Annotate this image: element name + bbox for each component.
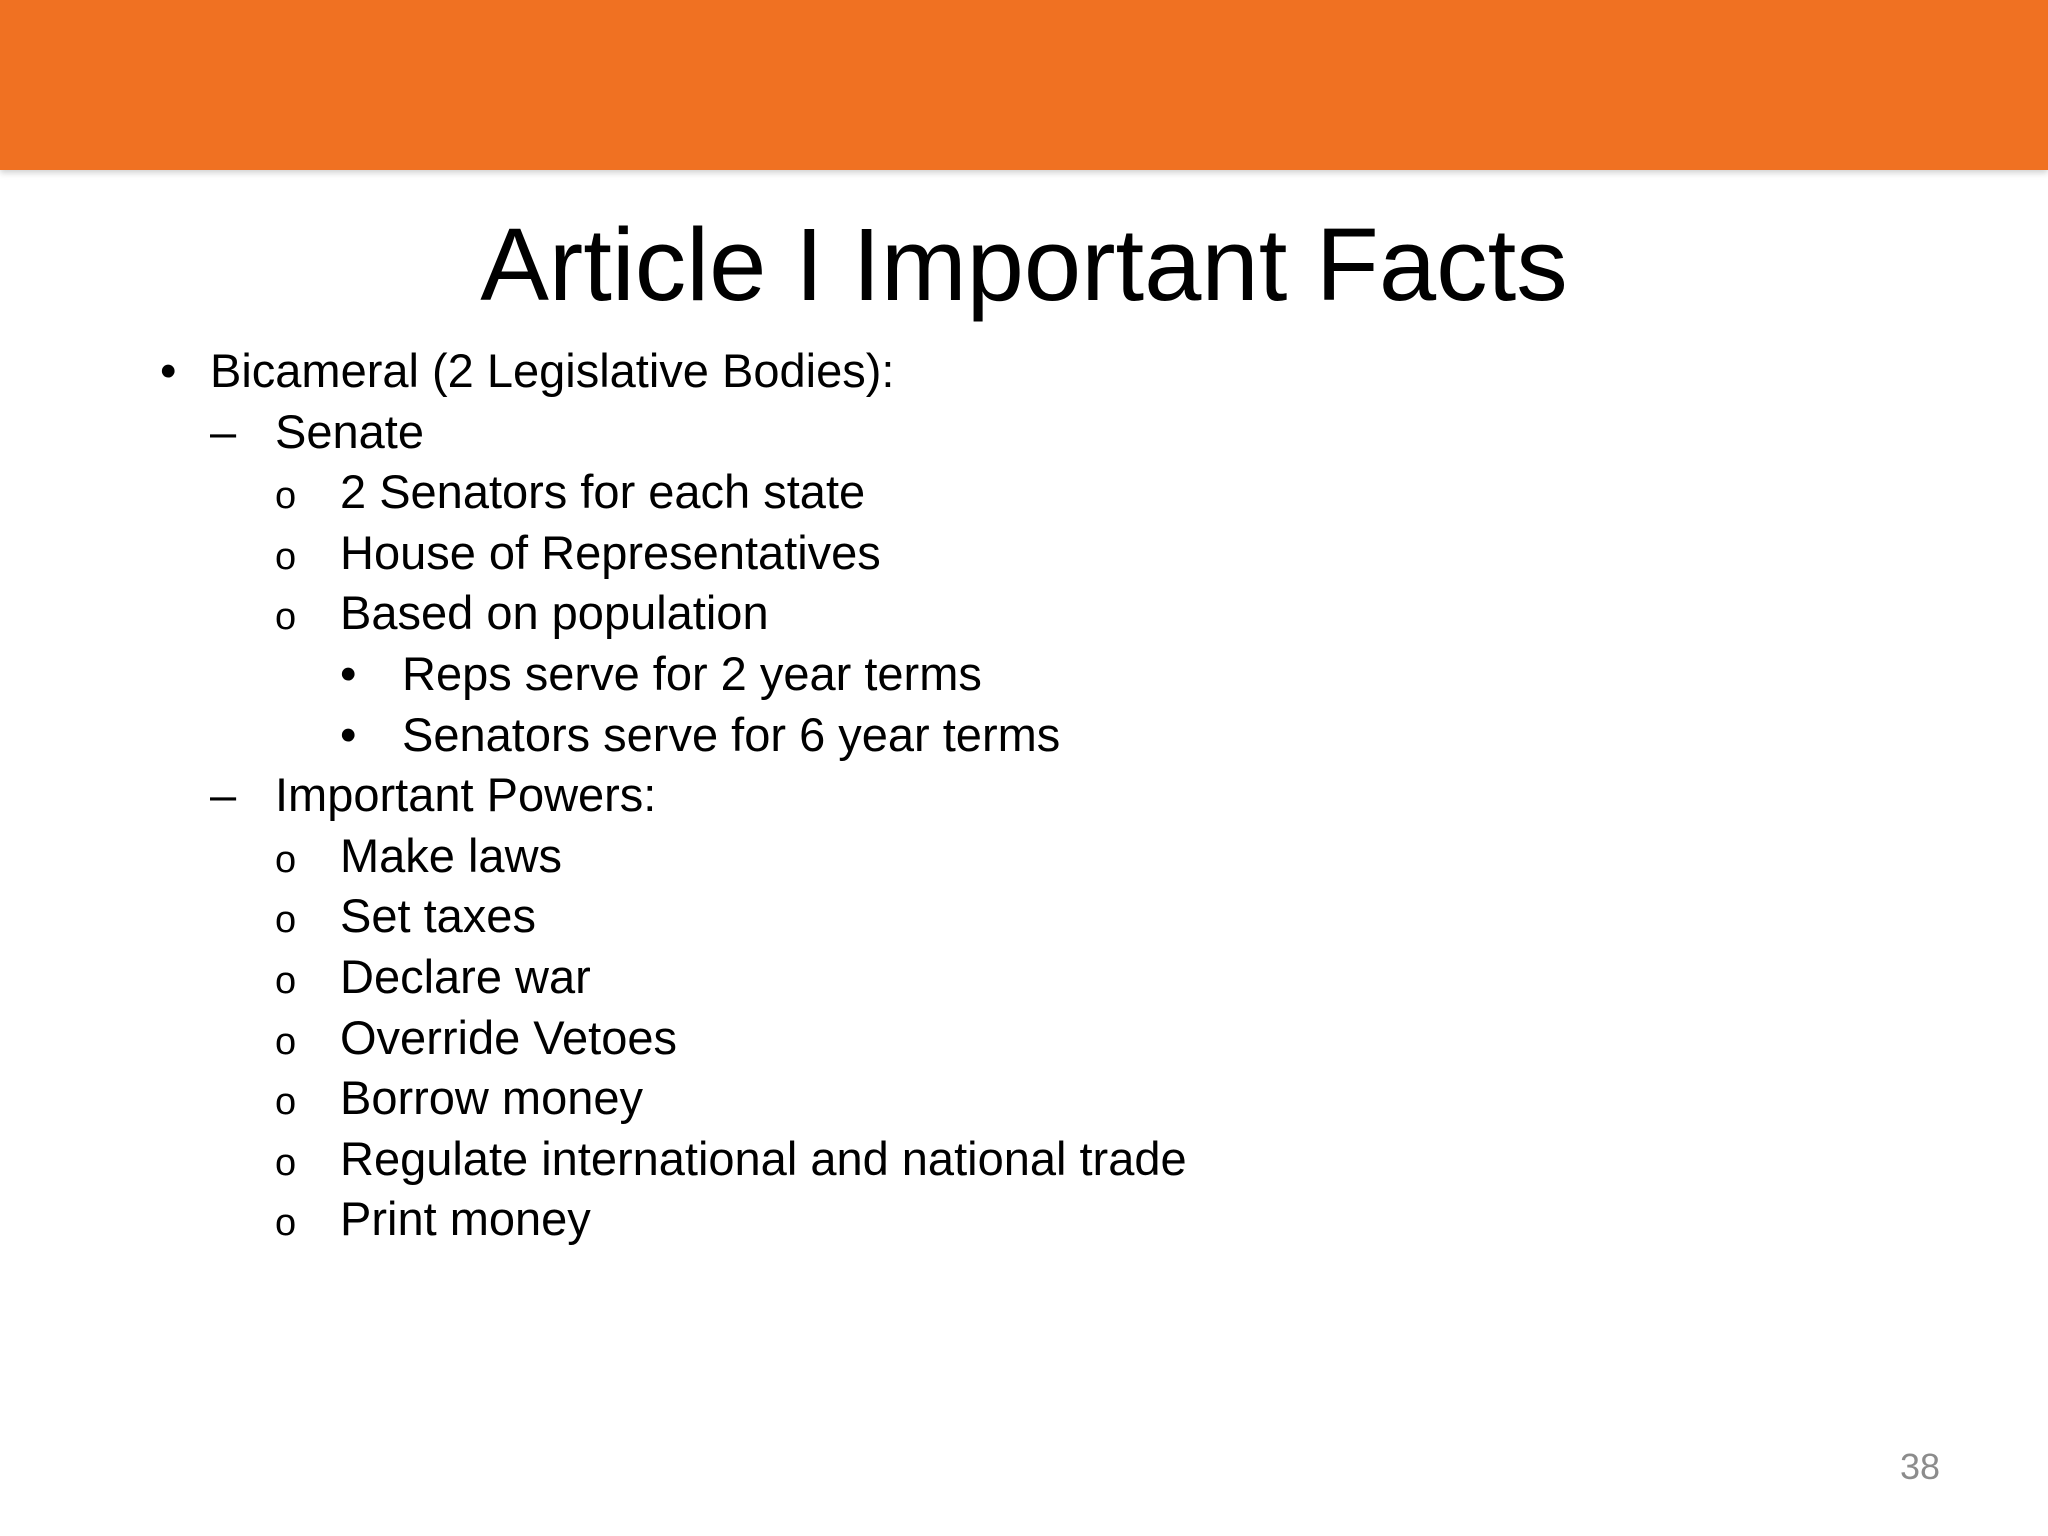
bullet-text-level-4: Reps serve for 2 year terms (402, 647, 982, 700)
bullet-text-level-3: Based on population (340, 586, 769, 640)
bullet-text-level-3: 2 Senators for each state (340, 465, 866, 519)
bullet-marker: o (275, 475, 297, 518)
accent-header-bar (0, 0, 2048, 170)
bullet-text-level-3: Regulate international and national trade (340, 1131, 1187, 1185)
bullet-text-level-3: Declare war (340, 950, 591, 1003)
bullet-text-level-3: Print money (340, 1192, 591, 1246)
bullet-marker: o (275, 1202, 297, 1245)
bullet-text-level-2: Senate (275, 404, 424, 458)
bullet-marker: o (275, 838, 297, 881)
bullet-text-level-3: Make laws (340, 828, 563, 882)
page-number: 38 (1899, 1446, 1940, 1487)
bullet-marker: o (275, 899, 297, 942)
bullet-text-level-3: House of Representatives (340, 525, 881, 579)
slide-title: Article I Important Facts (480, 207, 1568, 322)
bullet-marker: o (275, 1141, 297, 1184)
bullet-marker: • (160, 344, 177, 397)
bullet-marker: – (210, 768, 237, 822)
bullet-marker: – (210, 404, 237, 458)
bullet-text-level-4: Senators serve for 6 year terms (402, 707, 1061, 761)
bullet-text-level-2: Important Powers: (275, 768, 657, 822)
bullet-text-level-3: Borrow money (340, 1071, 643, 1125)
bullet-marker: o (275, 535, 297, 578)
bullet-marker: • (340, 707, 357, 761)
bullet-text-level-3: Set taxes (340, 889, 536, 943)
bullet-marker: o (275, 1020, 297, 1063)
bullet-marker: o (275, 960, 297, 1002)
bullet-text-level-3: Override Vetoes (340, 1010, 678, 1064)
bullet-marker: o (275, 596, 297, 639)
bullet-marker: o (275, 1081, 297, 1124)
bullet-marker: • (340, 647, 357, 700)
bullet-text-level-1: Bicameral (2 Legislative Bodies): (210, 344, 895, 397)
